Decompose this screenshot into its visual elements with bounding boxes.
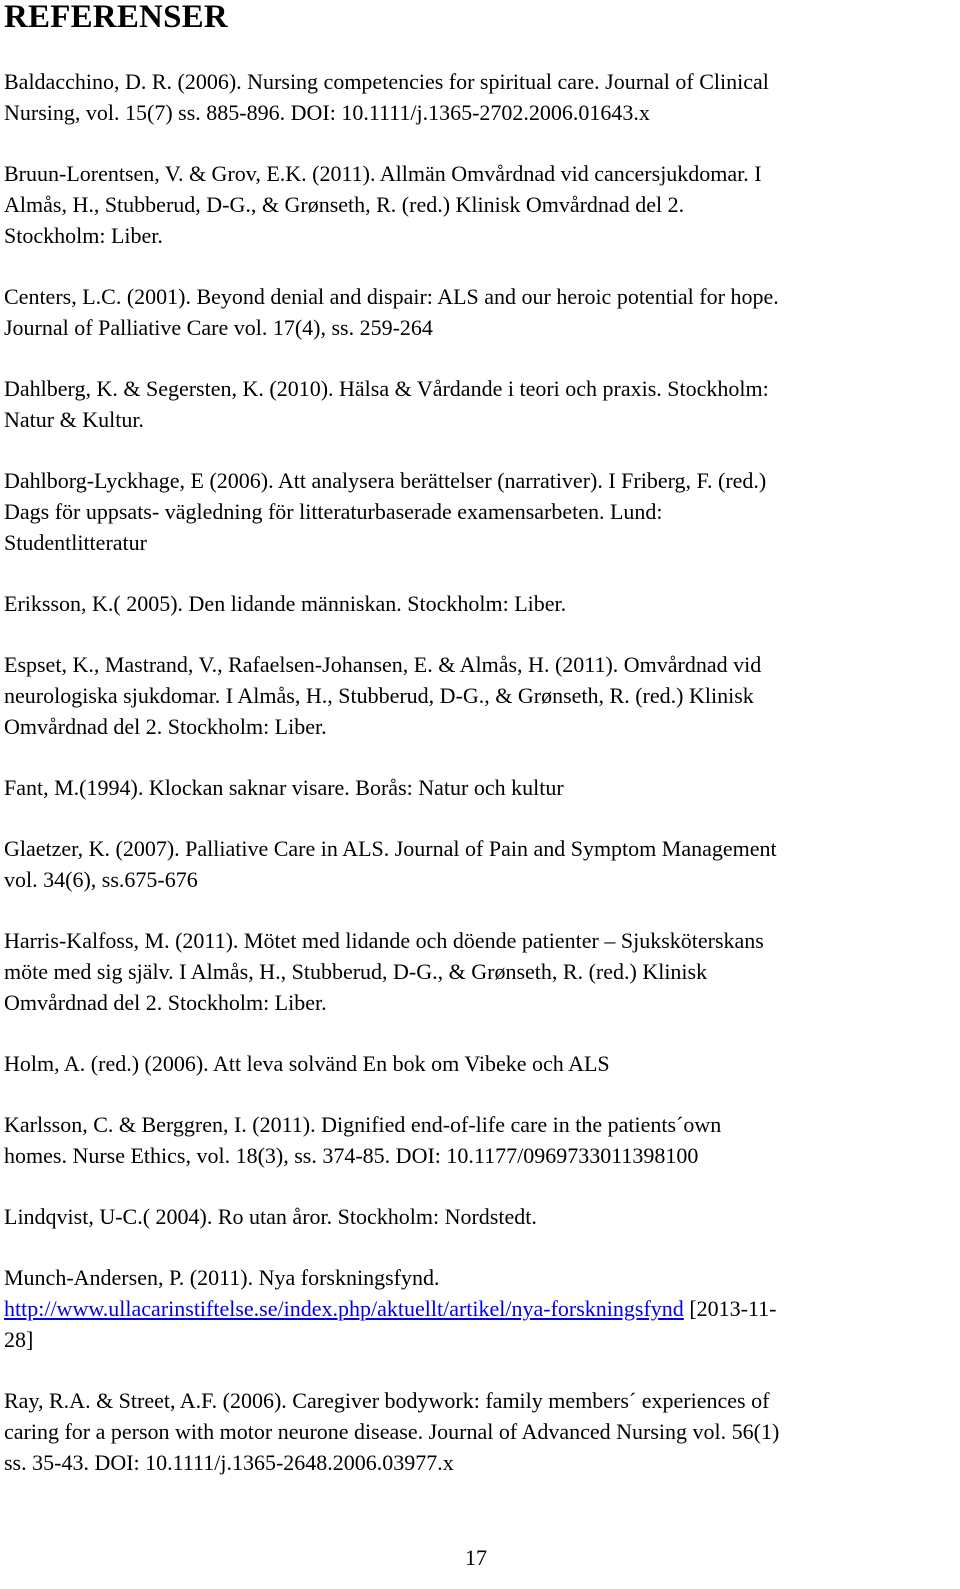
reference-line: Bruun-Lorentsen, V. & Grov, E.K. (2011). Allmän Omvårdnad vid cancersjukdomar. I <box>4 161 762 186</box>
reference-link-line <box>4 1293 948 1324</box>
reference-line: vol. 34(6), ss.675-676 <box>4 867 198 892</box>
reference-line: homes. Nurse Ethics, vol. 18(3), ss. 374-85. DOI: 10.1177/0969733011398100 <box>4 1143 699 1168</box>
reference-line: Lindqvist, U-C.( 2004). Ro utan åror. Stockholm: Nordstedt. <box>4 1204 537 1229</box>
reference-line: Glaetzer, K. (2007). Palliative Care in ALS. Journal of Pain and Symptom Management <box>4 836 777 861</box>
reference-entry <box>4 281 948 343</box>
reference-line: Munch-Andersen, P. (2011). Nya forskningsfynd. <box>4 1265 440 1290</box>
reference-entry <box>4 833 948 895</box>
reference-list <box>4 66 948 1508</box>
reference-line: Eriksson, K.( 2005). Den lidande människan. Stockholm: Liber. <box>4 591 567 616</box>
reference-entry <box>4 649 948 742</box>
reference-line: Espset, K., Mastrand, V., Rafaelsen-Johansen, E. & Almås, H. (2011). Omvårdnad vid <box>4 652 762 677</box>
reference-entry <box>4 1109 948 1171</box>
reference-access-date: [2013-11- <box>683 1296 777 1321</box>
reference-line: Holm, A. (red.) (2006). Att leva solvänd En bok om Vibeke och ALS <box>4 1051 610 1076</box>
reference-entry <box>4 66 948 128</box>
reference-line: Karlsson, C. & Berggren, I. (2011). Dignified end-of-life care in the patients´own <box>4 1112 722 1137</box>
reference-entry <box>4 1385 948 1478</box>
reference-line: möte med sig själv. I Almås, H., Stubberud, D-G., & Grønseth, R. (red.) Klinisk <box>4 959 708 984</box>
reference-line: Dahlborg-Lyckhage, E (2006). Att analysera berättelser (narrativer). I Friberg, F. (red.) <box>4 468 767 493</box>
reference-entry <box>4 772 948 803</box>
reference-line: Ray, R.A. & Street, A.F. (2006). Caregiver bodywork: family members´ experiences of <box>4 1388 770 1413</box>
reference-entry <box>4 925 948 1018</box>
reference-line: Baldacchino, D. R. (2006). Nursing competencies for spiritual care. Journal of Clinical <box>4 69 769 94</box>
reference-entry <box>4 373 948 435</box>
reference-entry <box>4 158 948 251</box>
reference-entry <box>4 588 948 619</box>
reference-line: Natur & Kultur. <box>4 407 144 432</box>
reference-line: Studentlitteratur <box>4 530 147 555</box>
reference-line: Harris-Kalfoss, M. (2011). Mötet med lidande och döende patienter – Sjuksköterskans <box>4 928 764 953</box>
reference-line: ss. 35-43. DOI: 10.1111/j.1365-2648.2006.03977.x <box>4 1450 454 1475</box>
reference-line: Journal of Palliative Care vol. 17(4), ss. 259-264 <box>4 315 433 340</box>
reference-line: Nursing, vol. 15(7) ss. 885-896. DOI: 10.1111/j.1365-2702.2006.01643.x <box>4 100 650 125</box>
reference-entry <box>4 1262 948 1355</box>
reference-line: Omvårdnad del 2. Stockholm: Liber. <box>4 714 327 739</box>
reference-line: Centers, L.C. (2001). Beyond denial and dispair: ALS and our heroic potential for hope. <box>4 284 779 309</box>
reference-line: 28] <box>4 1327 34 1352</box>
reference-line: Fant, M.(1994). Klockan saknar visare. Borås: Natur och kultur <box>4 775 564 800</box>
reference-url-link[interactable]: http://www.ullacarinstiftelse.se/index.php/aktuellt/artikel/nya-forskningsfynd <box>4 1296 684 1321</box>
reference-line: caring for a person with motor neurone disease. Journal of Advanced Nursing vol. 56(1) <box>4 1419 780 1444</box>
reference-entry <box>4 1201 948 1232</box>
reference-entry <box>4 1048 948 1079</box>
reference-line: neurologiska sjukdomar. I Almås, H., Stubberud, D-G., & Grønseth, R. (red.) Klinisk <box>4 683 754 708</box>
reference-line: Dags för uppsats- vägledning för litteraturbaserade examensarbeten. Lund: <box>4 499 663 524</box>
page-number: 17 <box>465 1545 487 1570</box>
reference-line: Omvårdnad del 2. Stockholm: Liber. <box>4 990 327 1015</box>
reference-line: Almås, H., Stubberud, D-G., & Grønseth, R. (red.) Klinisk Omvårdnad del 2. <box>4 192 685 217</box>
reference-entry <box>4 465 948 558</box>
reference-line: Dahlberg, K. & Segersten, K. (2010). Hälsa & Vårdande i teori och praxis. Stockholm: <box>4 376 769 401</box>
reference-line: Stockholm: Liber. <box>4 223 163 248</box>
page-heading: REFERENSER <box>4 0 228 35</box>
